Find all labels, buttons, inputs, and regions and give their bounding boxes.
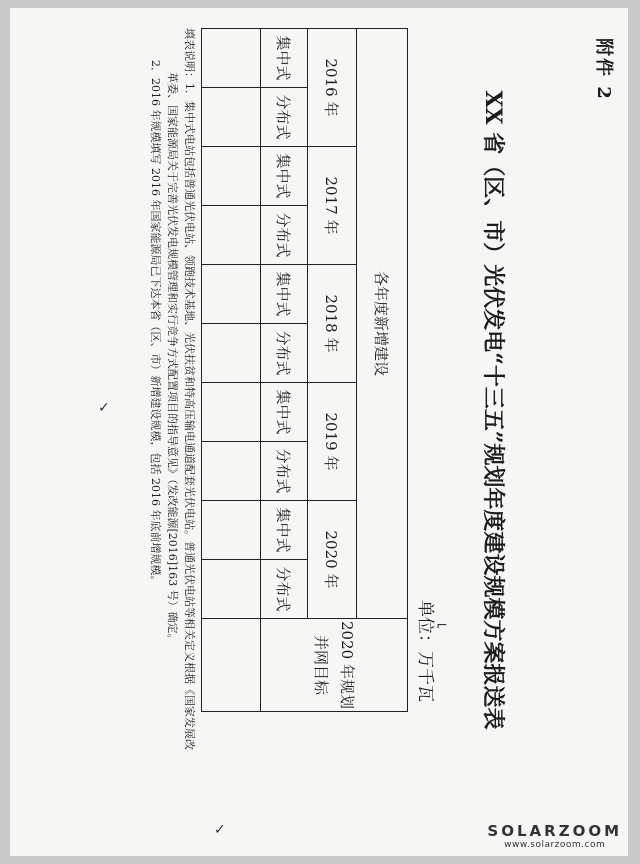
table-cell [202,383,261,442]
scan-speck: ✓ [98,400,110,416]
watermark-brand: SOLARZOOM [487,822,622,840]
table-cell [202,206,261,265]
group-header: 各年度新增建设 [357,29,408,619]
note-line: 革委、国家能源局关于完善光伏发电规模管理和实行竞争方式配置项目的指导意见》（发改能源[2016]163 号）确定。 [166,72,179,645]
type-header-distributed: 分布式 [261,206,308,265]
year-header: 2017 年 [308,147,357,265]
type-header-distributed: 分布式 [261,324,308,383]
note-line: 2．2016 年规模填写 2016 年国家能源局已下达本省（区、市）新增建设规模，包括 2016 年底前增规模。 [149,60,162,587]
table-cell [202,147,261,206]
table-cell [202,324,261,383]
type-header-distributed: 分布式 [261,442,308,501]
table-cell [202,501,261,560]
type-header-centralized: 集中式 [261,147,308,206]
year-header: 2020 年 [308,501,357,619]
year-header: 2019 年 [308,383,357,501]
table-cell [202,29,261,88]
table-cell [202,619,261,712]
table-cell [202,560,261,619]
table-row [202,29,261,712]
type-header-distributed: 分布式 [261,88,308,147]
document-title: XX 省（区、市）光伏发电“十三五”规划年度建设规模方案报送表 [480,90,506,730]
type-header-centralized: 集中式 [261,501,308,560]
table-cell [202,265,261,324]
unit-label: 单位：万千瓦 [415,600,435,702]
scan-speck: ⌐ [436,618,448,634]
type-header-centralized: 集中式 [261,383,308,442]
table-cell [202,442,261,501]
watermark-url: www.solarzoom.com [504,840,606,850]
attachment-label: 附件 2 [593,38,614,101]
fill-instructions [147,28,198,788]
year-header: 2016 年 [308,29,357,147]
solarzoom-watermark [487,822,622,850]
note-line: 填表说明：1．集中式电站包括普通光伏电站、领跑技术基地、光伏扶贫和特高压输电通道配套光伏电站。普通光伏电站等相关定义根据《国家发展改 [183,28,196,750]
type-header-distributed: 分布式 [261,560,308,619]
target-header: 2020 年规划并网目标 [261,619,408,712]
table-cell [202,88,261,147]
plan-table [201,28,408,712]
type-header-centralized: 集中式 [261,265,308,324]
scan-speck: ✓ [214,822,226,838]
type-header-centralized: 集中式 [261,29,308,88]
year-header: 2018 年 [308,265,357,383]
